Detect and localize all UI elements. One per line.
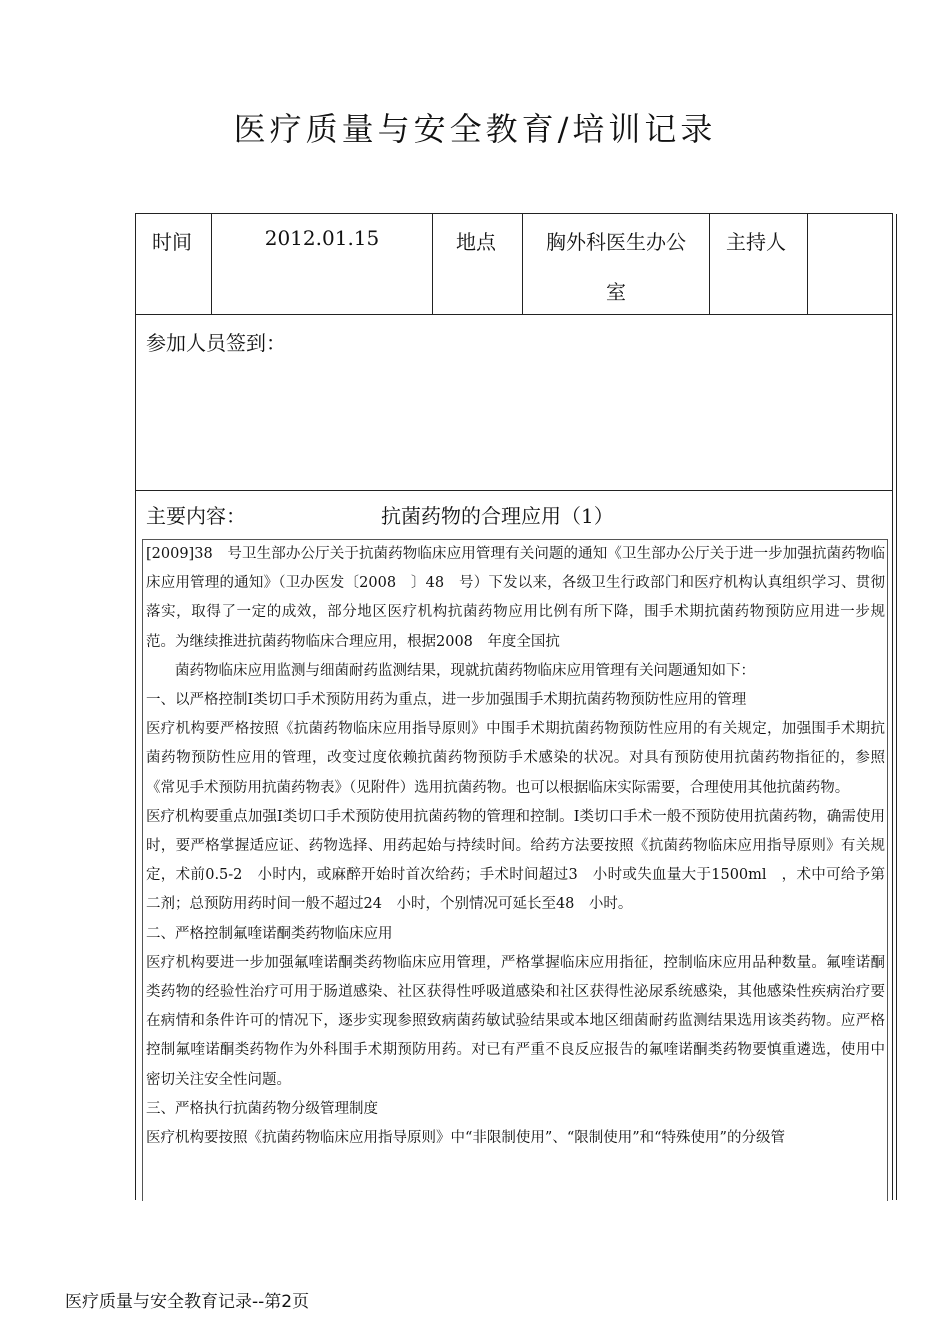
place-value-line1: 胸外科医生办公 (546, 230, 686, 254)
col-divider (432, 214, 433, 314)
col-divider (709, 214, 710, 314)
paragraph: 医疗机构要进一步加强氟喹诺酮类药物临床应用管理，严格掌握临床应用指征，控制临床应用品种数量。氟喹诺酮类药物的经验性治疗可用于肠道感染、社区获得性呼吸道感染和社区获得性泌尿系统感染，其他感染性疾病治疗要在病情和条件许可的情况下，逐步实现参照致病菌药敏试验结果或本地区细菌耐药监测结果选用该类药物。应严格控制氟喹诺酮类药物作为外科围手术期预防用药。对已有严重不良反应报告的氟喹诺酮类药物要慎重遴选，使用中密切关注安全性问题。 (146, 954, 885, 1088)
paragraph: 医疗机构要严格按照《抗菌药物临床应用指导原则》中围手术期抗菌药物预防性应用的有关规定，加强围手术期抗菌药物预防性应用的管理，改变过度依赖抗菌药物预防手术感染的状况。对具有预防使用抗菌药物指征的，参照《常见手术预防用抗菌药物表》（见附件）选用抗菌药物。也可以根据临床实际需要，合理使用其他抗菌药物。 (146, 721, 885, 796)
place-label: 地点 (456, 230, 496, 254)
page-title: 医疗质量与安全教育/培训记录 (233, 110, 717, 148)
paragraph: 医疗机构要按照《抗菌药物临床应用指导原则》中“非限制使用”、“限制使用”和“特殊使用”的分级管 (146, 1130, 785, 1147)
main-content-label: 主要内容： (146, 504, 246, 528)
record-table (135, 213, 893, 1200)
page-footer: 医疗质量与安全教育记录--第2页 (65, 1292, 310, 1312)
place-value-line2: 室 (606, 280, 626, 304)
paragraph: [2009]38 号卫生部办公厅关于抗菌药物临床应用管理有关问题的通知《卫生部办公厅关于进一步加强抗菌药物临床应用管理的通知》（卫办医发〔2008 〕48 号）下发以来，各级卫生行政部门和医疗机构认真组织学习、贯彻落实，取得了一定的成效，部分地区医疗机构抗菌药物应用比例有所下降，围手术期抗菌药物预防应用进一步规范。为继续推进抗菌药物临床合理应用，根据2008 年度全国抗 (146, 546, 885, 650)
col-divider (807, 214, 808, 314)
host-label: 主持人 (726, 230, 786, 254)
topic-title: 抗菌药物的合理应用（1） (381, 504, 614, 528)
attendance-label: 参加人员签到： (146, 331, 286, 355)
time-label: 时间 (152, 230, 192, 254)
section-heading: 一、以严格控制Ⅰ类切口手术预防用药为重点，进一步加强围手术期抗菌药物预防性应用的管理 (146, 692, 747, 709)
time-value: 2012.01.15 (264, 226, 380, 250)
row-divider (136, 314, 892, 315)
section-heading: 三、严格执行抗菌药物分级管理制度 (146, 1100, 378, 1117)
row-divider (136, 490, 892, 491)
content-body (146, 540, 885, 1153)
paragraph: 医疗机构要重点加强Ⅰ类切口手术预防使用抗菌药物的管理和控制。Ⅰ类切口手术一般不预防使用抗菌药物，确需使用时，要严格掌握适应证、药物选择、用药起始与持续时间。给药方法要按照《抗菌药物临床应用指导原则》有关规定，术前0.5-2 小时内，或麻醉开始时首次给药；手术时间超过3 小时或失血量大于1500ml ，术中可给予第二剂；总预防用药时间一般不超过24 小时，个别情况可延长至48 小时。 (146, 808, 885, 913)
paragraph: 菌药物临床应用监测与细菌耐药监测结果，现就抗菌药物临床应用管理有关问题通知如下： (146, 662, 755, 679)
content-box (142, 539, 888, 1201)
section-heading: 二、严格控制氟喹诺酮类药物临床应用 (146, 925, 393, 942)
